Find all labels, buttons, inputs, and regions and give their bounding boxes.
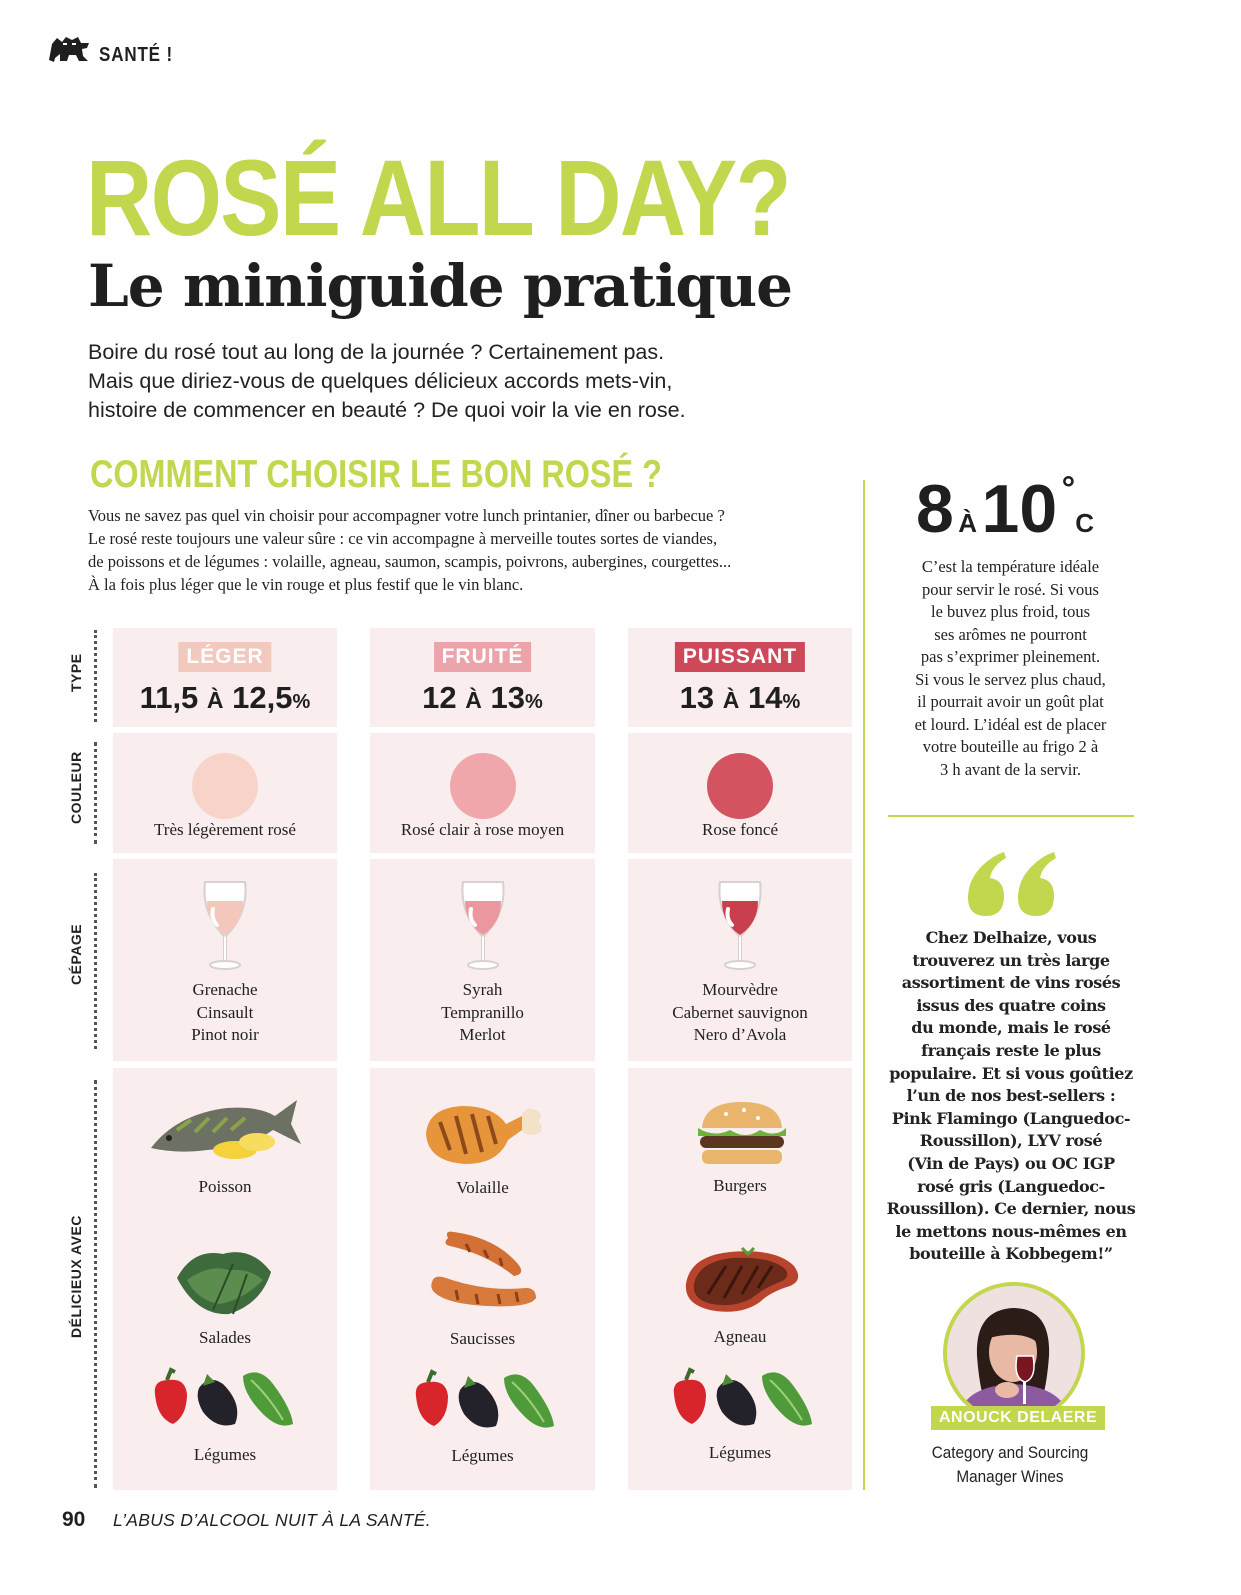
- grape-name: Cabernet sauvignon: [672, 1002, 808, 1022]
- paragraph-line: Le rosé reste toujours une valeur sûre : ce vin accompagne à merveille toutes sortes de viandes,: [88, 529, 718, 548]
- wine-glass-icon: [199, 879, 251, 971]
- quote-line: assortiment de vins rosés: [901, 973, 1121, 993]
- food-label: Salades: [199, 1328, 251, 1347]
- row-label-text: CÉPAGE: [68, 923, 84, 985]
- burger-icon: [694, 1098, 790, 1170]
- text-line: le buvez plus froid, tous: [930, 602, 1090, 621]
- page-number: 90: [62, 1508, 86, 1531]
- color-cell-puissant: [628, 733, 852, 853]
- text-line: et lourd. L’idéal est de placer: [914, 714, 1107, 734]
- text-line: 3 h avant de la servir.: [939, 759, 1082, 779]
- quote-line: du monde, mais le rosé: [911, 1018, 1111, 1038]
- paragraph-line: À la fois plus léger que le vin rouge et plus festif que le vin blanc.: [88, 575, 524, 594]
- food-label: Saucisses: [449, 1329, 516, 1348]
- row-label-cepage: [68, 873, 100, 1049]
- delhaize-lion-logo-icon: [48, 34, 90, 64]
- food-cell-fruite: [370, 1068, 595, 1490]
- wine-color-swatch: [707, 753, 773, 819]
- grape-cell-fruite: [370, 859, 595, 1061]
- avatar: [943, 1282, 1085, 1424]
- type-badge: PUISSANT: [675, 642, 805, 672]
- grape-cell-puissant: [628, 859, 852, 1061]
- quote-line: français reste le plus: [921, 1040, 1101, 1060]
- quote-line: (Vin de Pays) ou OC IGP: [907, 1153, 1115, 1173]
- grape-name: Tempranillo: [441, 1002, 524, 1022]
- alcohol-range: 12 À 13%: [422, 680, 543, 715]
- intro-paragraph: [88, 338, 788, 425]
- quote-line: populaire. Et si vous goûtiez: [889, 1063, 1133, 1083]
- quote-line: bouteille à Kobbegem!”: [909, 1244, 1113, 1264]
- grape-name: Mourvèdre: [702, 980, 778, 999]
- color-cell-leger: [113, 733, 337, 853]
- text-line: votre bouteille au frigo 2 à: [922, 737, 1099, 756]
- grape-name: Pinot noir: [191, 1025, 259, 1044]
- color-label: Très légèrement rosé: [154, 820, 296, 839]
- type-cell-fruite: [370, 628, 595, 727]
- sausages-icon: [426, 1228, 540, 1324]
- food-cell-leger: [113, 1068, 337, 1490]
- quote-line: Pink Flamingo (Languedoc-: [891, 1108, 1131, 1128]
- type-cell-puissant: [628, 628, 852, 727]
- alcohol-disclaimer: L’ABUS D’ALCOOL NUIT À LA SANTÉ.: [113, 1510, 431, 1530]
- grape-name: Nero d’Avola: [693, 1025, 787, 1044]
- intro-line: histoire de commencer en beauté ? De quoi voir la vie en rose.: [88, 398, 686, 422]
- row-label-type: [68, 630, 100, 722]
- food-label: Agneau: [713, 1327, 767, 1346]
- steak-icon: [680, 1244, 804, 1320]
- type-badge: LÉGER: [178, 642, 271, 672]
- salad-leaves-icon: [173, 1244, 277, 1320]
- paragraph-line: de poissons et de légumes : volaille, agneau, saumon, scampis, poivrons, aubergines, courgettes...: [88, 552, 732, 571]
- grape-name: Grenache: [192, 980, 258, 999]
- type-cell-leger: [113, 628, 337, 727]
- fish-icon: [147, 1080, 303, 1164]
- grape-name: Cinsault: [196, 1002, 254, 1022]
- quote-text: [880, 927, 1142, 1266]
- sidebar-separator: [888, 815, 1134, 817]
- person-name: ANOUCK DELAERE: [931, 1406, 1105, 1430]
- color-label: Rose foncé: [701, 820, 778, 839]
- section-label: SANTÉ !: [99, 44, 173, 66]
- wine-color-swatch: [192, 753, 258, 819]
- grape-list: [628, 979, 852, 1047]
- food-label: Burgers: [713, 1176, 767, 1195]
- food-label: Légumes: [193, 1445, 257, 1464]
- person-role: [922, 1441, 1098, 1489]
- text-line: il pourrait avoir un goût plat: [917, 692, 1104, 711]
- intro-line: Boire du rosé tout au long de la journée ? Certainement pas.: [88, 340, 665, 364]
- section-paragraph: [88, 504, 858, 596]
- quote-line: rosé gris (Languedoc-: [917, 1176, 1105, 1196]
- color-label: Rosé clair à rose moyen: [400, 820, 565, 839]
- food-label: Poisson: [198, 1177, 252, 1196]
- food-label: Légumes: [451, 1446, 514, 1465]
- person-portrait-icon: [947, 1286, 1081, 1420]
- text-line: C’est la température idéale: [921, 557, 1100, 576]
- quote-line: Roussillon). Ce dernier, nous: [886, 1199, 1136, 1219]
- grape-name: Syrah: [462, 980, 503, 999]
- serving-temperature: 8 À 10 °C: [916, 470, 1094, 547]
- temperature-text: [888, 556, 1133, 781]
- color-cell-fruite: [370, 733, 595, 853]
- alcohol-range: 11,5 À 12,5%: [139, 680, 311, 715]
- vegetables-icon: [408, 1366, 558, 1436]
- vegetables-icon: [147, 1364, 297, 1434]
- text-line: Si vous le servez plus chaud,: [915, 669, 1106, 689]
- role-line: Category and Sourcing: [931, 1443, 1089, 1462]
- food-label: Volaille: [456, 1178, 509, 1197]
- row-label-text: COULEUR: [68, 751, 84, 824]
- text-line: ses arômes ne pourront: [934, 624, 1087, 644]
- type-badge: FRUITÉ: [434, 642, 532, 672]
- chicken-leg-icon: [422, 1100, 546, 1168]
- row-label-couleur: [68, 742, 100, 844]
- grape-name: Merlot: [459, 1025, 506, 1044]
- quote-line: le mettons nous-mêmes en: [895, 1221, 1127, 1241]
- quote-mark-icon: [964, 848, 1058, 918]
- vegetables-icon: [666, 1364, 816, 1434]
- quote-line: trouverez un très large: [912, 950, 1110, 970]
- role-line: Manager Wines: [956, 1467, 1064, 1486]
- quote-line: Roussillon), LYV rosé: [919, 1131, 1103, 1151]
- row-label-delicieux: [68, 1080, 100, 1488]
- intro-line: Mais que diriez-vous de quelques délicieux accords mets-vin,: [88, 369, 673, 393]
- wine-glass-icon: [714, 879, 766, 971]
- sidebar-divider: [863, 480, 865, 1490]
- paragraph-line: Vous ne savez pas quel vin choisir pour accompagner votre lunch printanier, dîner ou barbecue ?: [88, 506, 725, 525]
- text-line: pour servir le rosé. Si vous: [922, 579, 1099, 599]
- food-cell-puissant: [628, 1068, 852, 1490]
- section-heading: COMMENT CHOISIR LE BON ROSÉ ?: [90, 453, 662, 496]
- row-label-text: DÉLICIEUX AVEC: [68, 1215, 84, 1338]
- alcohol-range: 13 À 14%: [679, 680, 801, 715]
- grape-list: [113, 979, 337, 1047]
- grape-list: [370, 979, 595, 1047]
- wine-color-swatch: [450, 753, 516, 819]
- page-subtitle: Le miniguide pratique: [88, 252, 793, 320]
- quote-line: Chez Delhaize, vous: [925, 928, 1097, 947]
- food-label: Légumes: [708, 1443, 772, 1462]
- text-line: pas s’exprimer pleinement.: [920, 647, 1101, 666]
- quote-line: l’un de nos best-sellers :: [906, 1086, 1116, 1106]
- row-label-text: TYPE: [68, 653, 84, 692]
- page-title: ROSÉ ALL DAY?: [86, 137, 790, 258]
- grape-cell-leger: [113, 859, 337, 1061]
- wine-glass-icon: [457, 879, 509, 971]
- quote-line: issus des quatre coins: [916, 995, 1106, 1015]
